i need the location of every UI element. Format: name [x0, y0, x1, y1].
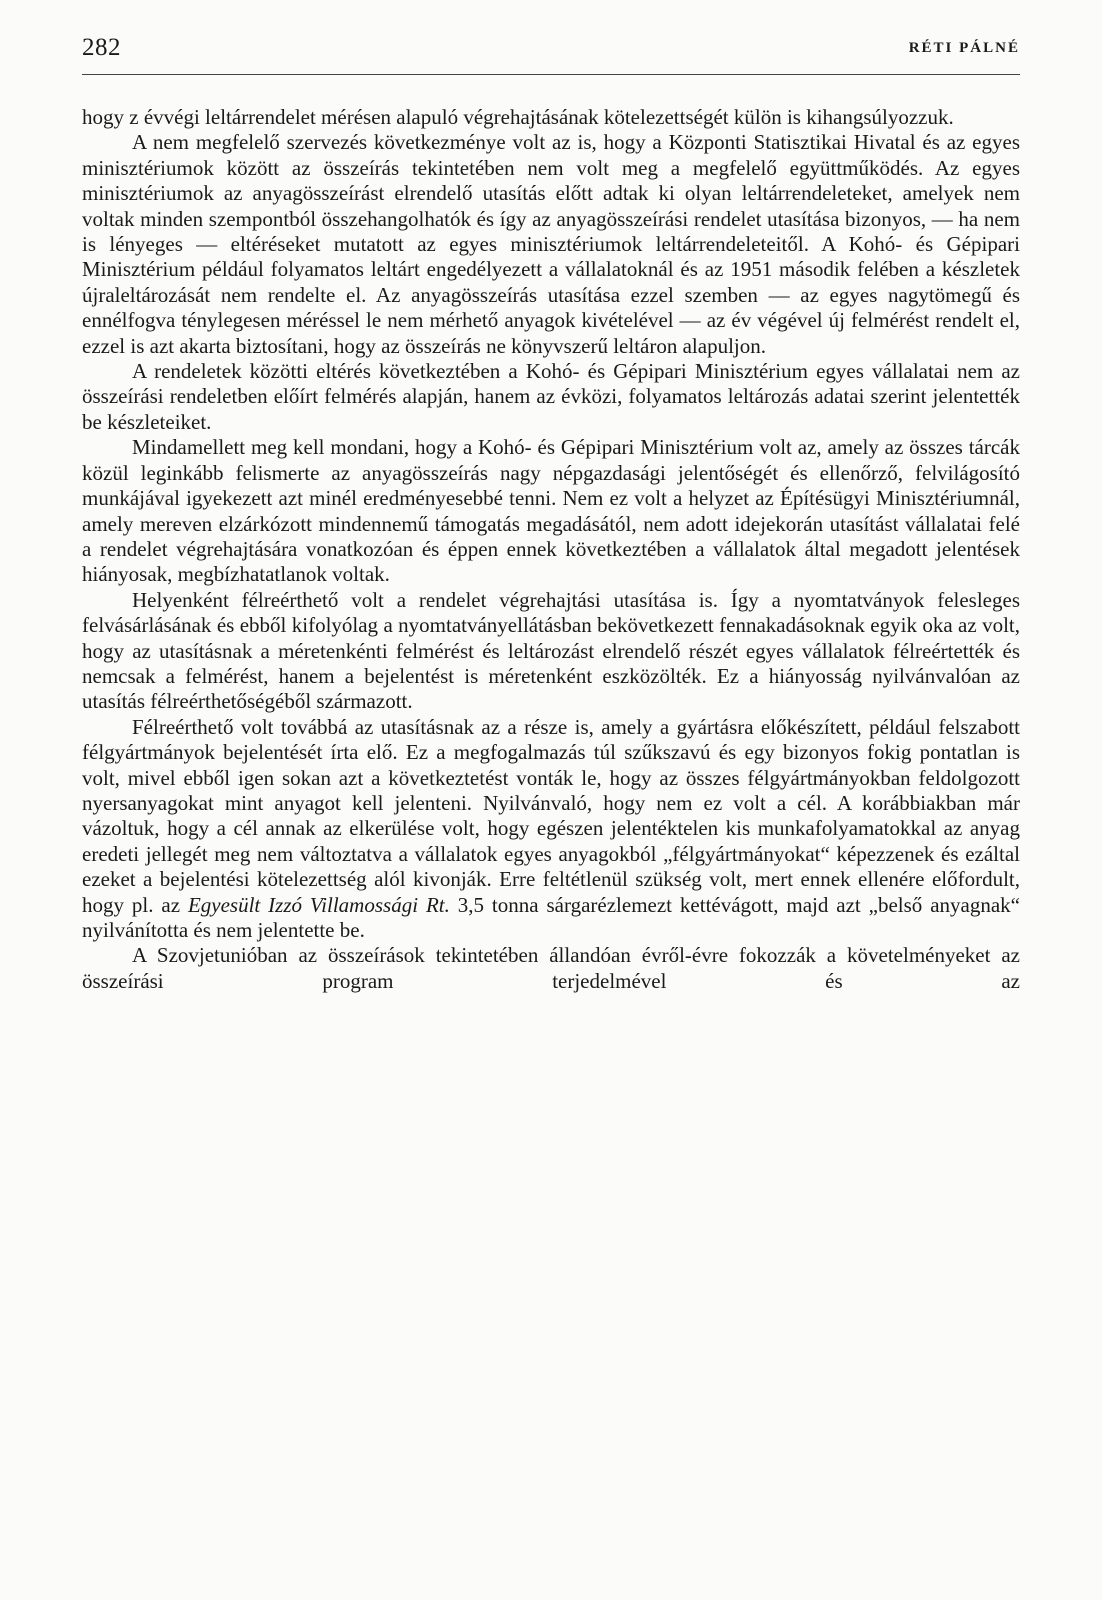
page-number: 282 — [82, 34, 121, 61]
paragraph-2: A nem megfelelő szervezés következménye volt az is, hogy a Központi Statisztikai Hivatal és az egyes minisztériumok között az összeírás tekintetében nem volt meg a megfelelő együttműködés. Az egyes minisztériumok az anyagösszeírást elrendelő utasítás előtt adtak ki olyan leltárrendeleteket, amelyek nem voltak minden szempontból összehangolhatók és így az anyagösszeírási rendelet utasítása bizonyos, — ha nem is lényeges — eltéréseket mutatott az egyes minisztériumok leltárrendeleteitől. A Kohó- és Gépipari Minisztérium például folyamatos leltárt engedélyezett a vállalatoknál és az 1951 második felében a készletek újraleltározását nem rendelte el. Az anyagösszeírás utasítása ezzel szemben — az egyes nagytömegű és ennélfogva ténylegesen méréssel le nem mérhető anyagok kivételével — az év végével új felmérést rendelt el, ezzel is azt akarta biztosítani, hogy az összeírás ne könyvszerű leltáron alapuljon. — [82, 130, 1020, 358]
header-rule — [82, 74, 1020, 75]
company-name: Egyesült Izzó Villamossági Rt. — [187, 892, 450, 917]
paragraph-1: hogy z évvégi leltárrendelet mérésen alapuló végrehajtásának kötelezettségét külön is kihangsúlyozzuk. — [82, 105, 954, 129]
running-title: RÉTI PÁLNÉ — [908, 40, 1020, 56]
paragraph-7: A Szovjetunióban az összeírások tekintetében állandóan évről-évre fokozzák a követelményeket az összeírási program terjedelmével és az — [82, 943, 1020, 993]
paragraph-4: Mindamellett meg kell mondani, hogy a Kohó- és Gépipari Minisztérium volt az, amely az összes tárcák közül leginkább felismerte az anyagösszeírás nagy népgazdasági jelentőségét és ellenőrző, felvilágosító munkájával igyekezett azt minél eredményesebbé tenni. Nem ez volt a helyzet az Építésügyi Minisztériumnál, amely mereven elzárkózott mindennemű támogatás megadásától, nem adott idejekorán utasítást vállalatai felé a rendelet végrehajtására vonatkozóan és éppen ennek következtében a vállalatok által megadott jelentések hiányosak, megbízhatatlanok voltak. — [82, 435, 1020, 587]
text-body — [82, 105, 1020, 994]
paragraph-6-text-end: 3,5 tonna sárgarézlemezt kettévágott, majd azt „belső anyagnak“ nyilvánította és nem jelentette be. — [82, 892, 1020, 942]
paragraph-3: A rendeletek közötti eltérés következtében a Kohó- és Gépipari Minisztérium egyes vállalatai nem az összeírási rendeletben előírt felmérés alapján, hanem az évközi, folyamatos leltározás adatai szerint jelentették be készleteiket. — [82, 359, 1020, 434]
paragraph-5: Helyenként félreérthető volt a rendelet végrehajtási utasítása is. Így a nyomtatványok felesleges felvásárlásának és ebből kifolyólag a nyomtatványellátásban bekövetkezett fennakadásoknak egyik oka az volt, hogy az utasításnak a méretenkénti felmérést és leltározást elrendelő részét egyes vállalatok félreértették és nemcsak a felmérést, hanem a bejelentést is méretenként eszközölték. Ez a hiányosság nyilvánvalóan az utasítás félreérthetőségéből származott. — [82, 587, 1020, 714]
paragraph-6 — [82, 715, 1020, 944]
paragraph-6-text-start: Félreérthető volt továbbá az utasításnak az a része is, amely a gyártásra előkészített, például felszabott félgyártmányok bejelentését írta elő. Ez a megfogalmazás túl szűkszavú és egy bizonyos fokig pontatlan is volt, mivel ebből igen sokan azt a következtetést vonták le, hogy az összes félgyártmányokban feldolgozott nyersanyagokat mint anyagot kell jelenteni. Nyilvánvaló, hogy nem ez volt a cél. A korábbiakban már vázoltuk, hogy a cél annak az elkerülése volt, hogy egészen jelentéktelen kis munkafolyamatokkal az anyag eredeti jellegét meg nem változtatva a vállalatok egyes anyagokból „félgyártmányokat“ képezzenek és ezáltal ezeket a bejelentési kötelezettség alól kivonják. Erre feltétlenül szükség volt, mert ennek ellenére előfordult, hogy pl. az — [82, 714, 1020, 917]
running-head — [82, 34, 1020, 74]
